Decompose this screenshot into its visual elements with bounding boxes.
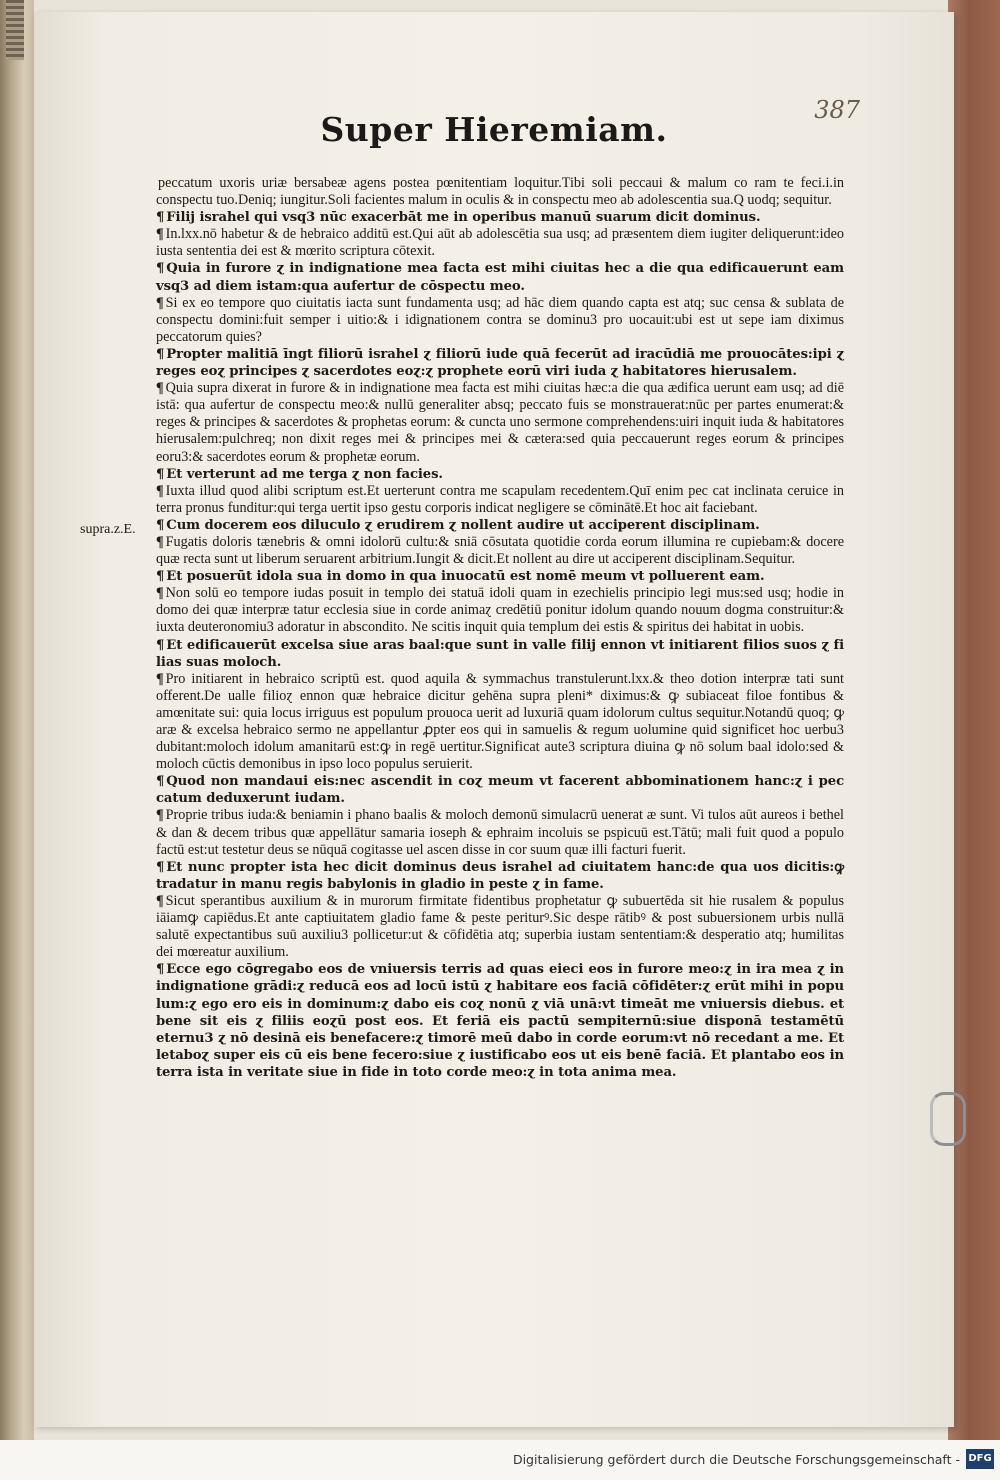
paragraph: [156, 260, 844, 294]
paragraph-mark: ¶: [156, 962, 165, 978]
paragraph-text: Non solū eo tempore iudas posuit in templo dei statuā idoli quam in ezechielis principio legi mus:sed usq; hodie in domo dei quæ interpræ tatur ecclesia siue in corde animaɀ credētiū ponitur idolum quando nouum dogma construitur:& iuxta deuteronomiu3 adoratur in abscondito. Ne scitis inquit quia templum dei estis & spiritus dei habitat in uobis.: [156, 585, 844, 636]
paragraph-mark: ¶: [156, 859, 165, 875]
book-cover-edge: [948, 0, 1000, 1440]
paragraph: [156, 226, 844, 260]
paragraph-text: Et posuerūt idola sua in domo in qua inuocatū est nomē meum vt polluerent eam.: [166, 569, 765, 585]
paragraph: [156, 807, 844, 858]
paragraph: [156, 637, 844, 671]
paragraph-mark: ¶: [156, 466, 165, 482]
paragraph: [156, 295, 844, 346]
paragraph-text: Quia in furore ɀ in indignatione mea facta est mihi ciuitas hec a die qua edificauerunt eam vsq3 ad diem istam:qua aufertur de cōspectu meo.: [156, 261, 844, 294]
paragraph-mark: ¶: [156, 294, 164, 311]
paragraph-text: In.lxx.nō habetur & de hebraico additū est.Qui aūt ab adolescētia sua usq; ad præsentem diem iugiter deliquerunt:ideo iusta sententia dei est & mœrito scriptura cōtexit.: [156, 226, 844, 260]
paragraph-mark: ¶: [156, 517, 165, 533]
paragraph-text: peccatum uxoris uriæ bersabeæ agens postea pœnitentiam loquitur.Tibi soli peccaui & malum co ram te feci.i.in conspectu tuo.Deniq; iungitur.Soli facientes malum in oculis & in conspectu meo ab adolescentia sua.Q uodq; sequitur.: [156, 175, 844, 209]
paragraph-text: Et edificauerūt excelsa siue aras baal:que sunt in valle filij ennon vt initiarent filios suos ɀ fi lias suas moloch.: [156, 637, 844, 670]
paragraph: [156, 671, 844, 774]
paragraph: [156, 517, 844, 534]
paper-clip-icon: [930, 1092, 966, 1146]
paragraph-mark: ¶: [156, 774, 165, 790]
paragraph-text: Filij israhel qui vsq3 nūc exacerbāt me in operibus manuū suarum dicit dominus.: [166, 210, 761, 226]
paragraph: [156, 380, 844, 465]
paragraph-mark: ¶: [156, 533, 164, 550]
running-header: Super Hieremiam.: [320, 110, 668, 149]
paragraph-text: Fugatis doloris tænebris & omni idolorū cultu:& sniā cōsutata quotidie corda eorum illumina re cupiebam:& docere quæ recta sunt ut liberum seruarent arbitrium.Iungit & dicit.Et nollent au dire ut acciperent disciplinam.Sequitur.: [156, 533, 844, 568]
paragraph: [156, 534, 844, 568]
book-page: [34, 12, 954, 1427]
paragraph-text: Propter malitiā īngt filiorū israhel ɀ filiorū iude quā fecerūt ad iracūdiā me prouocātes:ipi ɀ reges eoɀ principes ɀ sacerdotes eoɀ:ɀ prophete eorū viri iuda ɀ habitatores hierusalem.: [156, 346, 844, 380]
paragraph-mark: ¶: [156, 585, 164, 602]
paragraph-mark: ¶: [156, 380, 164, 397]
paragraph: [156, 773, 844, 807]
margin-note: supra.z.E.: [80, 522, 136, 537]
text-column: [156, 175, 844, 1081]
paragraph-text: Et verterunt ad me terga ɀ non facies.: [166, 466, 443, 482]
folio-number: 387: [814, 96, 860, 124]
paragraph-text: Pro initiarent in hebraico scriptū est. quod aquila & symmachus transtulerunt.lxx.& theo dotion interpræ tati sunt offerent.De ualle filioɀ ennon quæ hebraice dicitur gehēna supra pleni* diximus:& ꝙ subiaceat filoe fontibus & amœnitate sui: quia locus irriguus est populum prouoca uerit ad luxuriā quam idolorum cultus sequitur.Notandū quoq; ꝙ aræ & excelsa hebraico sermo ne appellantur ꝓpter eos qui in samuelis & regum uolumine quid significet hoc uerbu3 dubitant:moloch idolum amanitarū est:ꝙ in regē uertitur.Significat aute3 scriptura diuina ꝙ nō solum baal idolo:sed & moloch cūctis demonibus in ipso loco populus seruierit.: [156, 670, 844, 773]
binding-thread: [6, 0, 24, 60]
paragraph: [156, 568, 844, 585]
paragraph: [156, 961, 844, 1081]
paragraph-mark: ¶: [156, 670, 164, 687]
facing-page-edge: [0, 0, 34, 1440]
paragraph-mark: ¶: [156, 261, 165, 277]
paragraph-text: Quod non mandaui eis:nec ascendit in coɀ meum vt facerent abbominationem hanc:ɀ i pec catum deduxerunt iudam.: [156, 774, 844, 807]
paragraph-text: Si ex eo tempore quo ciuitatis iacta sunt fundamenta usq; ad hāc diem quando capta est atq; suc censa & sublata de conspectu domini:fuit semper i uitio:& i idignationem contra se dominu3 pro uocauit:ubi est ut sepe iam diximus peccatorum quies?: [156, 294, 844, 345]
paragraph-mark: ¶: [156, 226, 164, 243]
paragraph: [156, 346, 844, 380]
paragraph-text: Quia supra dixerat in furore & in indignatione mea facta est mihi ciuitas hæc:a die qua ædifica uerunt eam usq; ad diē istā: qua aufertur de conspectu meo:& nullū generaliter absq; peccato fuis se monstrauerat:nūc per partes enumerat:& reges & principes & sacerdotes & prophetas eorum: & cuncta uno sermone comprehendens:uiri inquit iuda & habitatores hierusalem:pulchreq; non dixit reges mei & principes mei & cætera:sed quia peccauerunt reges eorum & principes eoru3:& sacerdotes eorum & prophetæ eorum.: [156, 380, 844, 465]
paragraph-text: Et nunc propter ista hec dicit dominus deus israhel ad ciuitatem hanc:de qua uos dicitis:ꝙ tradatur in manu regis babylonis in gladio in peste ɀ in fame.: [156, 859, 844, 892]
paragraph: [156, 585, 844, 636]
funding-credit: Digitalisierung gefördert durch die Deutsche Forschungsgemeinschaft -: [512, 1452, 960, 1467]
paragraph: [156, 483, 844, 517]
paragraph-mark: ¶: [156, 637, 165, 653]
paragraph-text: Iuxta illud quod alibi scriptum est.Et uerterunt contra me scapulam recedentem.Quī enim pec cat inclinata ceruice in terra pronus funditur:qui terga uertit ipso gestu corporis indicat negligere se cōminātē.Et hoc ait faciebant.: [156, 482, 844, 516]
paragraph: [156, 466, 844, 483]
paragraph-text: Cum docerem eos diluculo ɀ erudirem ɀ nollent audire ut acciperent disciplinam.: [166, 517, 760, 533]
paragraph: [156, 175, 844, 209]
paragraph: [156, 859, 844, 893]
dfg-logo-icon: DFG: [966, 1449, 994, 1469]
paragraph: [156, 209, 844, 226]
paragraph-mark: ¶: [156, 569, 165, 585]
paragraph-text: Proprie tribus iuda:& beniamin i phano baalis & moloch demonū simulacrū uenerat æ sunt. Vi tulos aūt aureos i bethel & dan & decem tribus quæ appellātur samaria ioseph & ephraim incoluis se pspicuū est.Tātū; mali fuit quod a populo factū est:ut testetur deus se nūquā cogitasse uel ascen disse in cor suum quæ illi facturi fuerit.: [156, 807, 844, 858]
paragraph-mark: ¶: [156, 892, 164, 909]
digitization-footer: [0, 1440, 1000, 1480]
paragraph-text: Sicut sperantibus auxilium & in murorum firmitate fidentibus prophetatur ꝙ subuertēda sit hie rusalem & populus iāiamꝙ capiēdus.Et ante captiuitatem gladio fame & peste periturꝰ.Sic despe rātibꝰ & post subuersionem urbis nullā salutē expectantibus suū auxiliu3 pollicetur:ut & cōfidētia atq; superbia iustam sententiam:& desperatio atq; humilitas dei mœreatur auxilium.: [156, 892, 844, 961]
paragraph-mark: ¶: [156, 210, 165, 226]
paragraph: [156, 893, 844, 961]
paragraph-mark: ¶: [156, 482, 164, 499]
paragraph-mark: ¶: [156, 807, 164, 824]
paragraph-mark: ¶: [156, 346, 165, 362]
paragraph-text: Ecce ego cōgregabo eos de vniuersis terris ad quas eieci eos in furore meo:ɀ in ira mea ɀ in indignatione grādi:ɀ reducā eos ad locū istū ɀ habitare eos faciā cōfidēter:ɀ erūt mihi in popu lum:ɀ ego ero eis in dominum:ɀ dabo eis coɀ nonū ɀ viā unā:vt timeāt me vniuersis diebus. et bene sit eis ɀ filiis eoɀū post eos. Et feriā eis pactū sempiternū:siue disponā testamētū eternu3 ɀ nō desinā eis benefacere:ɀ timorē meū dabo in corde eorum:vt nō recedant a me. Et letaboɀ super eis cū eis bene fecero:siue ɀ iustificabo eos ut eis benē faciā. Et plantabo eos in terra ista in veritate siue in fide in toto corde meo:ɀ in tota anima mea.: [156, 962, 844, 1080]
